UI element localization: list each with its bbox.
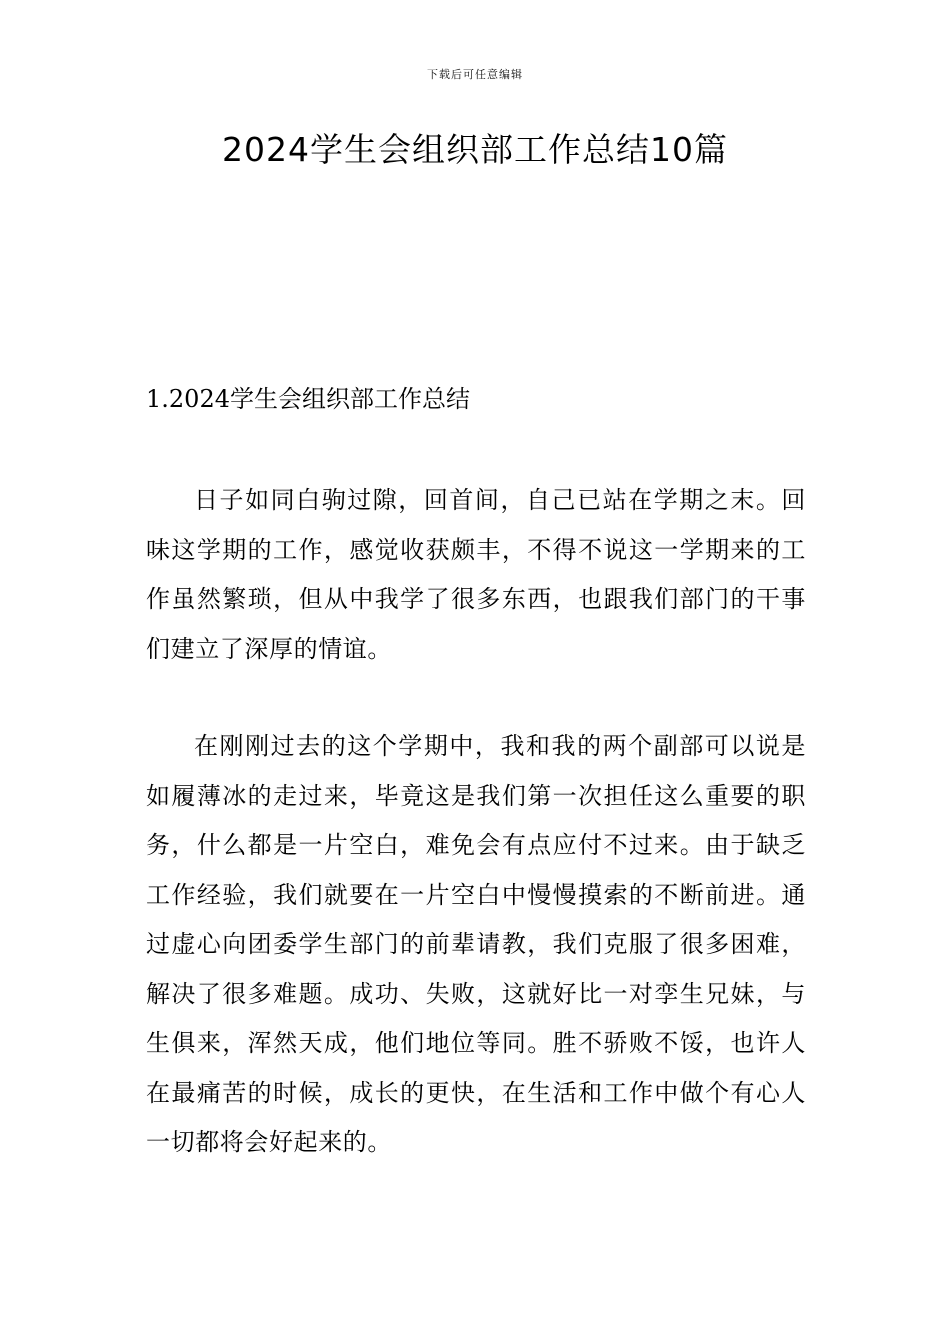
header-note: 下载后可任意编辑 [427, 68, 523, 81]
section-heading: 1.2024学生会组织部工作总结 [146, 385, 470, 413]
document-title: 2024学生会组织部工作总结10篇 [222, 130, 728, 169]
body-paragraph-1: 日子如同白驹过隙，回首间，自己已站在学期之末。回味这学期的工作，感觉收获颇丰，不得不说这一学期来的工作虽然繁琐，但从中我学了很多东西，也跟我们部门的干事们建立了深厚的情谊。 [146, 486, 806, 663]
body-paragraph-2: 在刚刚过去的这个学期中，我和我的两个副部可以说是如履薄冰的走过来，毕竟这是我们第一次担任这么重要的职务，什么都是一片空白，难免会有点应付不过来。由于缺乏工作经验，我们就要在一片空白中慢慢摸索的不断前进。通过虚心向团委学生部门的前辈请教，我们克服了很多困难，解决了很多难题。成功、失败，这就好比一对孪生兄妹，与生俱来，浑然天成，他们地位等同。胜不骄败不馁，也许人在最痛苦的时候，成长的更快，在生活和工作中做个有心人一切都将会好起来的。 [146, 732, 806, 1156]
